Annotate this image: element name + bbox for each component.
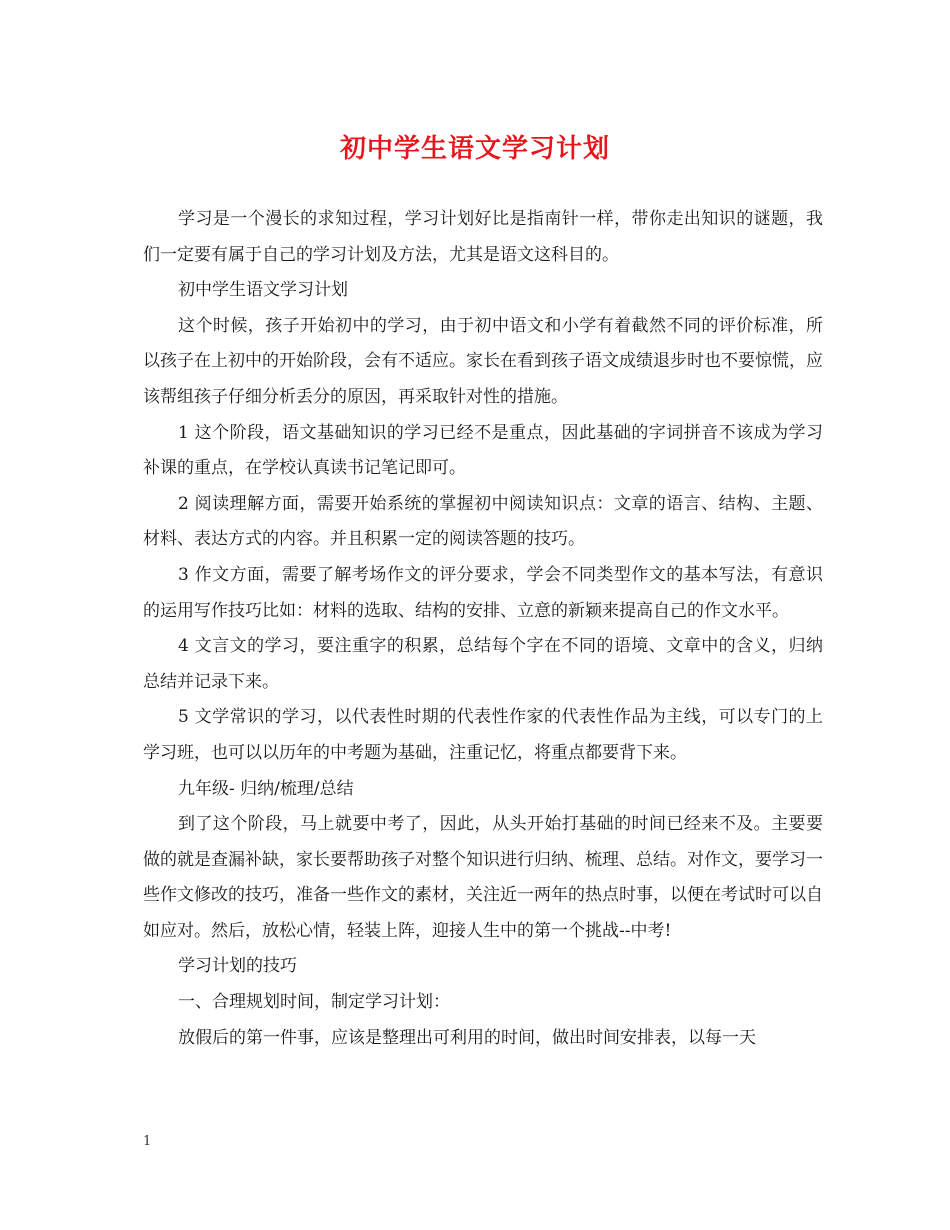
paragraph-item-4: 4 文言文的学习，要注重字的积累，总结每个字在不同的语境、文章中的含义，归纳总结并记录下来。 (143, 636, 823, 692)
paragraph-intro: 学习是一个漫长的求知过程，学习计划好比是指南针一样，带你走出知识的谜题，我们一定要有属于自己的学习计划及方法，尤其是语文这科目的。 (143, 209, 823, 265)
paragraph-item-5: 5 文学常识的学习，以代表性时期的代表性作家的代表性作品为主线，可以专门的上学习班，也可以以历年的中考题为基础，注重记忆，将重点都要背下来。 (143, 707, 823, 763)
paragraph-item-2: 2 阅读理解方面，需要开始系统的掌握初中阅读知识点：文章的语言、结构、主题、材料、表达方式的内容。并且积累一定的阅读答题的技巧。 (143, 493, 823, 550)
paragraph-heading: 学习计划的技巧 (178, 956, 297, 977)
paragraph-heading: 初中学生语文学习计划 (178, 280, 348, 301)
paragraph: 放假后的第一件事，应该是整理出可利用的时间，做出时间安排表，以每一天 (178, 1027, 756, 1048)
paragraph: 这个时候，孩子开始初中的学习，由于初中语文和小学有着截然不同的评价标准，所以孩子在上初中的开始阶段，会有不适应。家长在看到孩子语文成绩退步时也不要惊慌，应该帮组孩子仔细分析丢分的原因，再采取针对性的措施。 (143, 315, 823, 407)
paragraph-item-1: 1 这个阶段，语文基础知识的学习已经不是重点，因此基础的字词拼音不该成为学习补课的重点，在学校认真读书记笔记即可。 (143, 422, 823, 479)
paragraph-subheading: 一、合理规划时间，制定学习计划： (178, 992, 450, 1013)
paragraph: 到了这个阶段，马上就要中考了，因此，从头开始打基础的时间已经来不及。主要要做的就是查漏补缺，家长要帮助孩子对整个知识进行归纳、梳理、总结。对作文，要学习一些作文修改的技巧，准备一些作文的素材，关注近一两年的热点时事，以便在考试时可以自如应对。然后，放松心情，轻装上阵，迎接人生中的第一个挑战--中考! (143, 814, 823, 941)
paragraph-heading: 九年级- 归纳/梳理/总结 (178, 778, 354, 799)
document-body (143, 202, 823, 1056)
paragraph-item-3: 3 作文方面，需要了解考场作文的评分要求，学会不同类型作文的基本写法，有意识的运用写作技巧比如：材料的选取、结构的安排、立意的新颖来提高自己的作文水平。 (143, 564, 823, 621)
page-number: 1 (143, 1134, 152, 1149)
document-title: 初中学生语文学习计划 (339, 134, 610, 164)
